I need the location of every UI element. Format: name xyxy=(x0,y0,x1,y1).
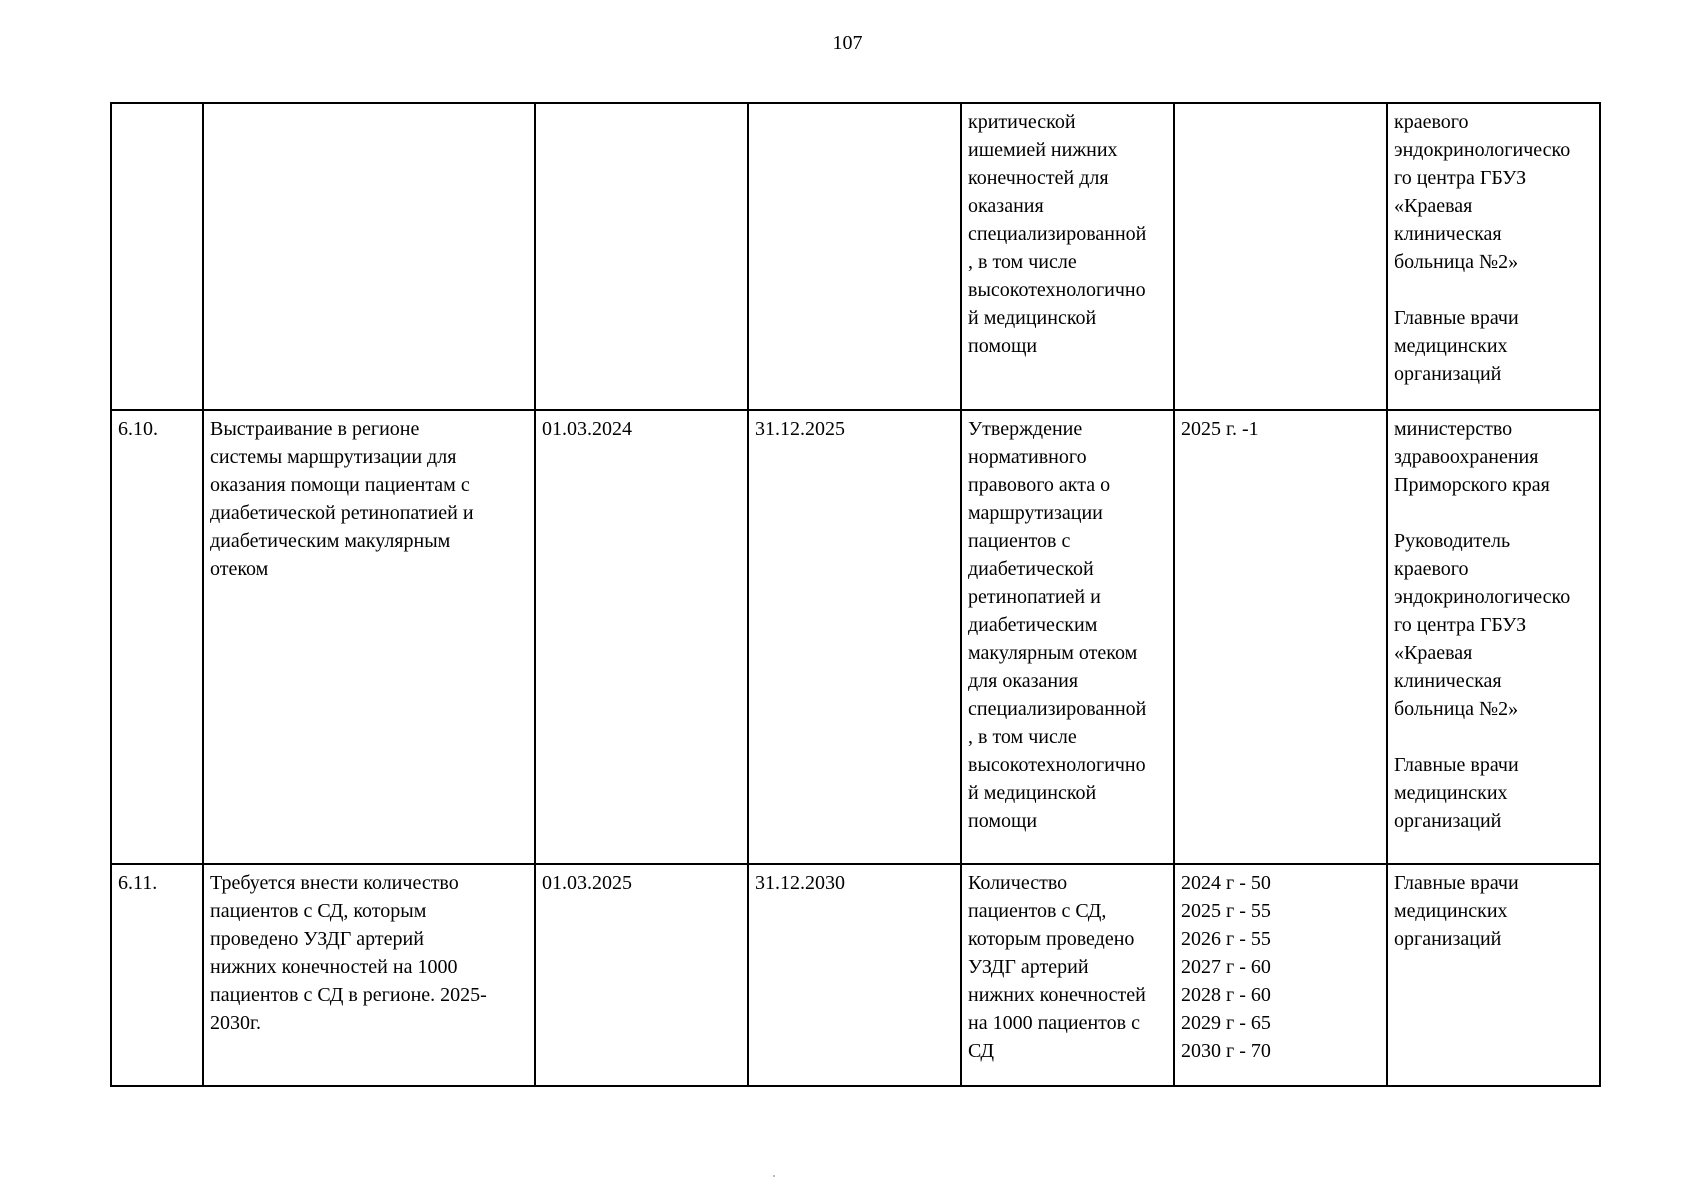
cell-result: критической ишемией нижних конечностей для оказания специализированной , в том числе высокотехнологично й медицинской помощи xyxy=(961,103,1174,410)
cell-responsible: краевого эндокринологическо го центра ГБУЗ «Краевая клиническая больница №2» Главные врачи медицинских организаций xyxy=(1387,103,1600,410)
cell-start-date: 01.03.2024 xyxy=(535,410,748,864)
cell-number: 6.11. xyxy=(111,864,203,1086)
table-row xyxy=(111,103,1600,410)
cell-event xyxy=(203,103,535,410)
cell-event: Выстраивание в регионе системы маршрутизации для оказания помощи пациентам с диабетической ретинопатией и диабетическим макулярным отеком xyxy=(203,410,535,864)
cell-result: Количество пациентов с СД, которым проведено УЗДГ артерий нижних конечностей на 1000 пациентов с СД xyxy=(961,864,1174,1086)
plan-table xyxy=(110,102,1601,1087)
cell-end-date: 31.12.2030 xyxy=(748,864,961,1086)
table-row xyxy=(111,864,1600,1086)
cell-indicator: 2024 г - 50 2025 г - 55 2026 г - 55 2027 г - 60 2028 г - 60 2029 г - 65 2030 г - 70 xyxy=(1174,864,1387,1086)
scan-speck xyxy=(773,1175,775,1177)
cell-start-date: 01.03.2025 xyxy=(535,864,748,1086)
cell-number: 6.10. xyxy=(111,410,203,864)
cell-indicator: 2025 г. -1 xyxy=(1174,410,1387,864)
cell-number xyxy=(111,103,203,410)
table-row xyxy=(111,410,1600,864)
cell-end-date xyxy=(748,103,961,410)
cell-end-date: 31.12.2025 xyxy=(748,410,961,864)
page-number: 107 xyxy=(832,32,863,54)
cell-indicator xyxy=(1174,103,1387,410)
cell-result: Утверждение нормативного правового акта о маршрутизации пациентов с диабетической ретинопатией и диабетическим макулярным отеком для оказания специализированной , в том числе высокотехнологично й медицинской помощи xyxy=(961,410,1174,864)
cell-responsible: министерство здравоохранения Приморского края Руководитель краевого эндокринологическо го центра ГБУЗ «Краевая клиническая больница №2» Главные врачи медицинских организаций xyxy=(1387,410,1600,864)
cell-event: Требуется внести количество пациентов с СД, которым проведено УЗДГ артерий нижних конечностей на 1000 пациентов с СД в регионе. 2025- 2030г. xyxy=(203,864,535,1086)
cell-responsible: Главные врачи медицинских организаций xyxy=(1387,864,1600,1086)
cell-start-date xyxy=(535,103,748,410)
